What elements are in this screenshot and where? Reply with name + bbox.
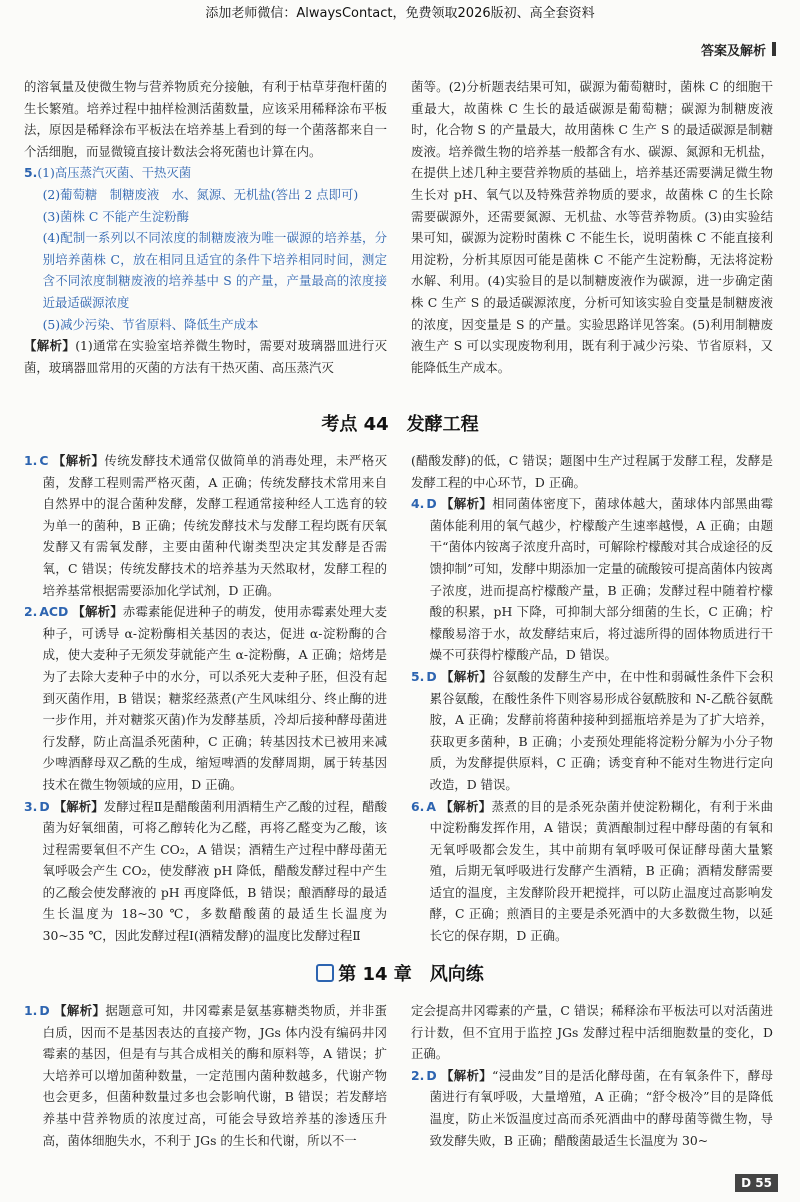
explanation-text: 发酵过程Ⅱ是醋酸菌利用酒精生产乙酸的过程，醋酸菌为好氧细菌，可将乙醇转化为乙醛，再将乙醛变为乙酸，该过程需要氧但不产生 CO₂，A 错误；酒精生产过程中酵母菌无氧呼吸会产生 CO₂，使发酵液 pH 降低，醋酸发酵过程中产生的乙酸会使发酵液的 pH 再度降低，B 错误；酿酒酵母的最适生长温度为 18~30 ℃，多数醋酸菌的最适生长温度为 30~35 ℃，因此发酵过程Ⅰ(酒精发酵)的温度比发酵过程Ⅱ	[42, 798, 388, 944]
explanation-tag: 【解析】	[24, 338, 76, 354]
chapter-title-text: 第 14 章 风向练	[338, 964, 484, 985]
answer-item	[411, 493, 773, 666]
explanation	[24, 335, 387, 378]
question-number: 5.	[24, 165, 38, 181]
answer-choice: D	[39, 798, 50, 814]
explanation-text: 相同菌体密度下，菌球体越大，菌球体内部黑曲霉菌体能利用的氧气越少，柠檬酸产生速率越慢，A 正确；由题干“菌体内铵离子浓度升高时，可解除柠檬酸对其合成途径的反馈抑制”可知，发酵中期添加一定量的硫酸铵可提高菌体内铵离子浓度，进而提高柠檬酸产量，B 正确；发酵过程中随着柠檬酸的积累，pH 下降，可抑制大部分细菌的生长，C 正确；柠檬酸易溶于水，故发酵结束后，将过滤所得的固体物质进行干燥不可获得柠檬酸产品，D 错误。	[429, 496, 774, 663]
explanation-text: 据题意可知，井冈霉素是氨基寡糖类物质，并非蛋白质，因而不是基因表达的直接产物，JGs 体内没有编码井冈霉素的基因，但是有与其合成相关的酶和原料等，A 错误；扩大培养可以增加菌种数量，一定范围内菌种数越多，代谢产物也会更多，但菌种数量过多也会影响代谢，B 错误；若发酵培养基中营养物质的浓度过高，可能会导致培养基的渗透压升高，菌体细胞失水，不利于 JGs 的生长和代谢，所以不一	[42, 1003, 388, 1148]
explanation-text: 赤霉素能促进种子的萌发，使用赤霉素处理大麦种子，可诱导 α-淀粉酶相关基因的表达，促进 α-淀粉酶的合成，使大麦种子无须发芽就能产生 α-淀粉酶，A 正确；焙烤是为了去除大麦种子中的水分，可以杀死大麦种子胚，但没有起到灭菌作用，B 错误；糖浆经蒸煮(产生风味组分、终止酶的进一步作用，并对糖浆灭菌)作为发酵基质，冷却后接种酵母菌进行发酵，防止高温杀死菌种，C 正确；转基因技术已被用来减少啤酒酵母双乙酰的生成，缩短啤酒的发酵周期，属于转基因技术在微生物领域的应用，D 正确。	[42, 604, 387, 792]
explanation-tag: 【解析】	[439, 798, 492, 814]
section44-left-column	[24, 450, 387, 947]
question-number: 1.	[24, 1003, 38, 1018]
explanation-tag: 【解析】	[440, 1067, 493, 1083]
explanation-tag: 【解析】	[72, 604, 123, 620]
page-number: D 55	[735, 1174, 778, 1192]
answer-choice: D	[426, 1067, 437, 1083]
section44-right-column	[411, 450, 773, 947]
answer-choice: C	[39, 453, 49, 468]
explanation-text: 蒸煮的目的是杀死杂菌并使淀粉糊化，有利于米曲中淀粉酶发挥作用，A 错误；黄酒酿制过程中酵母菌的有氧和无氧呼吸都会发生，其中前期有氧呼吸可保证酵母菌大量繁殖，后期无氧呼吸进行发酵产生酒精，B 正确；酒精发酵需要适宜的温度，主发酵阶段开耙搅拌，可以防止温度过高影响发酵，C 正确；煎酒目的主要是杀死酒中的大多数微生物，以延长它的保存期，D 正确。	[429, 798, 774, 944]
explanation-text: (1)通常在实验室培养微生物时，需要对玻璃器皿进行灭菌，玻璃器皿常用的灭菌的方法有干热灭菌、高压蒸汽灭	[24, 338, 388, 375]
explanation-tag: 【解析】	[53, 1003, 106, 1018]
explanation-text: 传统发酵技术通常仅做简单的消毒处理，未严格灭菌，发酵工程则需严格灭菌，A 正确；传统发酵技术常用来自自然界中的混合菌种发酵，发酵工程通常接种经人工选育的较为单一的菌种，B 正确；传统发酵技术与发酵工程均既有厌氧发酵又有需氧发酵，主要由菌种代谢类型决定其发酵是否需氧，C 错误；传统发酵技术的培养基为天然取材，发酵工程的培养基常根据需要添加化学试剂，D 正确。	[42, 453, 388, 598]
question-number: 1.	[24, 453, 38, 468]
explanation-text: (醋酸发酵)的低，C 错误；题图中生产过程属于发酵工程，发酵是发酵工程的中心环节，D 正确。	[411, 453, 773, 490]
header-title: 答案及解析	[700, 44, 766, 59]
answer-choice: D	[426, 668, 437, 684]
answer-item	[411, 1065, 773, 1151]
question-number: 5.	[411, 668, 425, 684]
explanation-tag: 【解析】	[52, 453, 105, 468]
answer-item	[411, 796, 773, 947]
explanation-text: 定会提高井冈霉素的产量，C 错误；稀释涂布平板法可以对活菌进行计数，但不宜用于监控 JGs 发酵过程中活细胞数量的变化，D 正确。	[411, 1003, 773, 1062]
answer-line	[24, 162, 387, 184]
chapter-title	[0, 960, 800, 986]
explanation-text: “浸曲发”目的是活化酵母菌，在有氧条件下，酵母菌进行有氧呼吸，大量增殖，A 正确；“舒令极冷”目的是降低温度，防止米饭温度过高而杀死酒曲中的酵母菌等微生物，导致发酵失败，B 正确；醋酸菌最适生长温度为 30~	[429, 1067, 774, 1148]
answer-choice: A	[426, 798, 436, 814]
explanation-tag: 【解析】	[440, 496, 493, 512]
paragraph: 菌等。(2)分析题表结果可知，碳源为葡萄糖时，菌株 C 的细胞干重最大，故菌株 C 生长的最适碳源是葡萄糖；碳源为制糖废液时，化合物 S 的产量最大，故用菌株 C 生产 S 的最适碳源是制糖废液。培养微生物的培养基一般都含有水、碳源、氮源和无机盐，在提供上述几种主要营养物质的基础上，培养基还需要满足微生物生长对 pH、氧气以及特殊营养物质的要求，故菌株 C 的生长除需要碳源外，还需要氮源、无机盐、水等营养物质。(3)由实验结果可知，碳源为淀粉时菌株 C 不能生长，说明菌株 C 不能直接利用淀粉，分析其原因可能是菌株 C 不能产生淀粉酶，无法将淀粉水解、利用。(4)实验目的是以制糖废液作为碳源，进一步确定菌株 C 生产 S 的最适碳源浓度，分析可知该实验自变量是制糖废液的浓度，因变量是 S 的产量。实验思路详见答案。(5)利用制糖废液生产 S 可以实现废物利用，既有利于减少污染、节省原料，又能降低生产成本。	[411, 79, 773, 375]
chapter-icon	[316, 964, 334, 982]
question-number: 2.	[24, 604, 38, 620]
answer-item	[411, 450, 773, 493]
chapter14-left-column	[24, 1000, 387, 1151]
answer-line: (5)减少污染、节省原料、降低生产成本	[42, 316, 259, 332]
chapter14-right-column	[411, 1000, 773, 1151]
top-right-column	[411, 76, 773, 378]
answer-line: (2)葡萄糖 制糖废液 水、氮源、无机盐(答出 2 点即可)	[42, 186, 359, 202]
question-number: 6.	[411, 798, 425, 814]
answer-item	[411, 1000, 773, 1065]
explanation-text: 谷氨酸的发酵生产中，在中性和弱碱性条件下会积累谷氨酸，在酸性条件下则容易形成谷氨酰胺和 N-乙酰谷氨酰胺，A 正确；发酵前将菌种接种到摇瓶培养是为了扩大培养，获取更多菌种，B 正确；小麦预处理能将淀粉分解为小分子物质，为发酵提供原料，C 正确；诱变育种不能对生物进行定向改造，D 错误。	[429, 668, 774, 792]
answer-item	[24, 450, 387, 601]
question-number: 4.	[411, 496, 425, 512]
question-number: 2.	[411, 1067, 425, 1083]
answer-choice: D	[39, 1003, 50, 1018]
promo-note: 添加老师微信：AlwaysContact，免费领取2026版初、高全套资料	[205, 6, 595, 21]
answer-line: (4)配制一系列以不同浓度的制糖废液为唯一碳源的培养基，分别培养菌株 C，放在相同且适宜的条件下培养相同时间，测定含不同浓度制糖废液的培养基中 S 的产量，产量最高的浓度接近最适碳源浓度	[42, 230, 387, 310]
answer-item	[24, 601, 387, 795]
answer-item	[411, 666, 773, 796]
answer-item	[24, 796, 387, 947]
answer-choice: ACD	[39, 604, 69, 620]
answer-choice: D	[426, 496, 437, 512]
section-title: 考点 44 发酵工程	[321, 414, 479, 435]
answer-item	[24, 1000, 387, 1151]
paragraph: 的溶氧量及使微生物与营养物质充分接触，有利于枯草芽孢杆菌的生长繁殖。培养过程中抽样检测活菌数量，应该采用稀释涂布平板法，原因是稀释涂布平板法在培养基上看到的每一个菌落都来自一个活细胞，而显微镜直接计数法会将死菌也计算在内。	[24, 79, 387, 159]
answer-line: (3)菌株 C 不能产生淀粉酶	[42, 208, 190, 224]
explanation-tag: 【解析】	[440, 668, 493, 684]
explanation-tag: 【解析】	[53, 798, 104, 814]
answer-text: (1)高压蒸汽灭菌、干热灭菌	[37, 165, 192, 181]
question-number: 3.	[24, 798, 38, 814]
header-bar	[772, 42, 776, 56]
top-left-column	[24, 76, 387, 378]
